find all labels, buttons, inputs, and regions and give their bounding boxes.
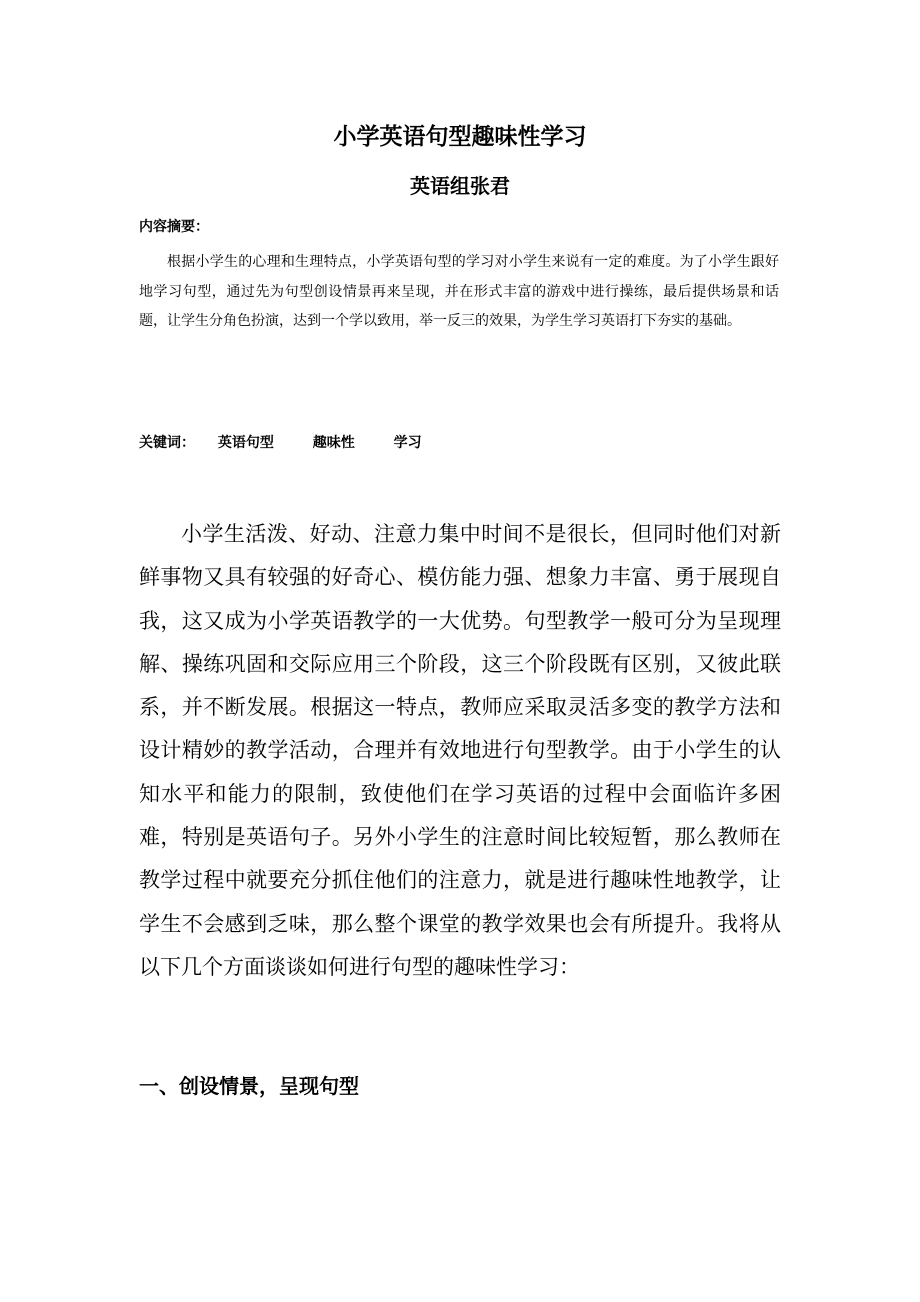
section-heading: 一、创设情景，呈现句型: [139, 1074, 359, 1098]
keyword-item: 趣味性: [312, 435, 355, 451]
document-title: 小学英语句型趣味性学习: [333, 124, 587, 150]
document-author: 英语组张君: [410, 174, 510, 198]
body-paragraph: 小学生活泼、好动、注意力集中时间不是很长，但同时他们对新鲜事物又具有较强的好奇心、模仿能力强、想象力丰富、勇于展现自我，这又成为小学英语教学的一大优势。句型教学一般可分为呈现理解、操练巩固和交际应用三个阶段，这三个阶段既有区别，又彼此联系，并不断发展。根据这一特点，教师应采取灵活多变的教学方法和设计精妙的教学活动，合理并有效地进行句型教学。由于小学生的认知水平和能力的限制，致使他们在学习英语的过程中会面临许多困难，特别是英语句子。另外小学生的注意时间比较短暂，那么教师在教学过程中就要充分抓住他们的注意力，就是进行趣味性地教学，让学生不会感到乏味，那么整个课堂的教学效果也会有所提升。我将从以下几个方面谈谈如何进行句型的趣味性学习：: [139, 522, 781, 979]
keyword-item: 英语句型: [217, 435, 274, 451]
keyword-item: 学习: [393, 435, 422, 451]
keywords-label: 关键词：: [139, 435, 195, 451]
abstract-text: 根据小学生的心理和生理特点，小学英语句型的学习对小学生来说有一定的难度。为了小学生跟好地学习句型，通过先为句型创设情景再来呈现，并在形式丰富的游戏中进行操练，最后提供场景和话题，让学生分角色扮演，达到一个学以致用，举一反三的效果，为学生学习英语打下夯实的基础。: [139, 254, 779, 329]
keywords-line: [139, 432, 456, 454]
abstract-label: 内容摘要：: [139, 219, 209, 235]
